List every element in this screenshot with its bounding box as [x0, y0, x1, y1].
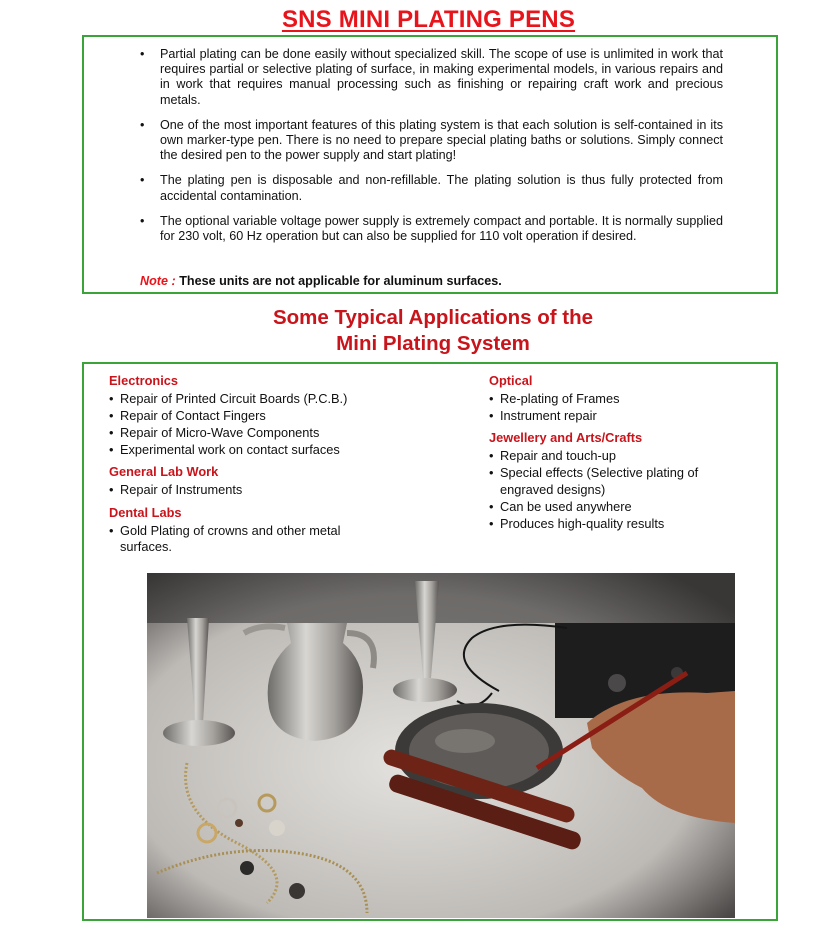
applications-right-column	[489, 373, 729, 533]
applications-title-line2: Mini Plating System	[336, 332, 530, 355]
feature-item	[138, 118, 723, 164]
applications-left-column	[109, 373, 379, 556]
note-text: These units are not applicable for aluminum surfaces.	[179, 274, 502, 288]
application-item: • Repair of Instruments	[109, 482, 243, 498]
features-list	[138, 47, 723, 254]
application-item: • Instrument repair	[489, 408, 597, 423]
bullet-icon: •	[140, 47, 145, 61]
category-heading: Optical	[489, 373, 533, 388]
application-item: • Experimental work on contact surfaces	[109, 442, 340, 457]
feature-text: One of the most important features of this plating system is that each solution is self-contained in its own marker-type pen. There is no need to prepare special plating baths or solutions. Simply connect the desired pen to the power supply and start plating!	[160, 117, 723, 163]
application-item: • Produces high-quality results	[489, 515, 665, 531]
application-item: • Special effects (Selective plating of engraved designs)	[489, 465, 699, 497]
category-heading: Jewellery and Arts/Crafts	[489, 430, 643, 446]
feature-text: Partial plating can be done easily without specialized skill. The scope of use is unlimited in work that requires partial or selective plating of surface, in making experimental models, in various repairs and in work that requires manual processing such as finishing or repairing craft work and precious metals.	[160, 47, 723, 107]
applications-title-line1: Some Typical Applications of the	[272, 306, 594, 329]
application-item: • Repair of Contact Fingers	[109, 408, 266, 423]
feature-item	[138, 214, 723, 244]
category-heading: Dental Labs	[109, 504, 182, 520]
feature-item	[138, 47, 723, 108]
feature-text: The optional variable voltage power supply is extremely compact and portable. It is normally supplied for 230 volt, 60 Hz operation but can also be supplied for 110 volt operation if desired.	[160, 213, 723, 244]
application-item: • Gold Plating of crowns and other metal surfaces.	[109, 522, 341, 555]
bullet-icon: •	[140, 213, 145, 228]
note-label: Note :	[140, 274, 176, 288]
category-heading: Electronics	[109, 373, 178, 388]
application-item: • Can be used anywhere	[489, 498, 632, 514]
plating-tools-illustration	[147, 573, 735, 918]
product-photo	[147, 573, 735, 918]
feature-item	[138, 173, 723, 203]
application-item: • Repair and touch-up	[489, 448, 616, 464]
application-item: • Repair of Micro-Wave Components	[109, 425, 320, 440]
category-heading: General Lab Work	[109, 464, 219, 480]
application-item: • Re-plating of Frames	[489, 391, 620, 406]
feature-text: The plating pen is disposable and non-refillable. The plating solution is thus fully protected from accidental contamination.	[160, 173, 723, 203]
page-title: SNS MINI PLATING PENS	[281, 6, 576, 33]
bullet-icon: •	[140, 117, 145, 132]
bullet-icon: •	[140, 173, 145, 188]
application-item: • Repair of Printed Circuit Boards (P.C.B.)	[109, 391, 348, 406]
note	[140, 274, 502, 288]
